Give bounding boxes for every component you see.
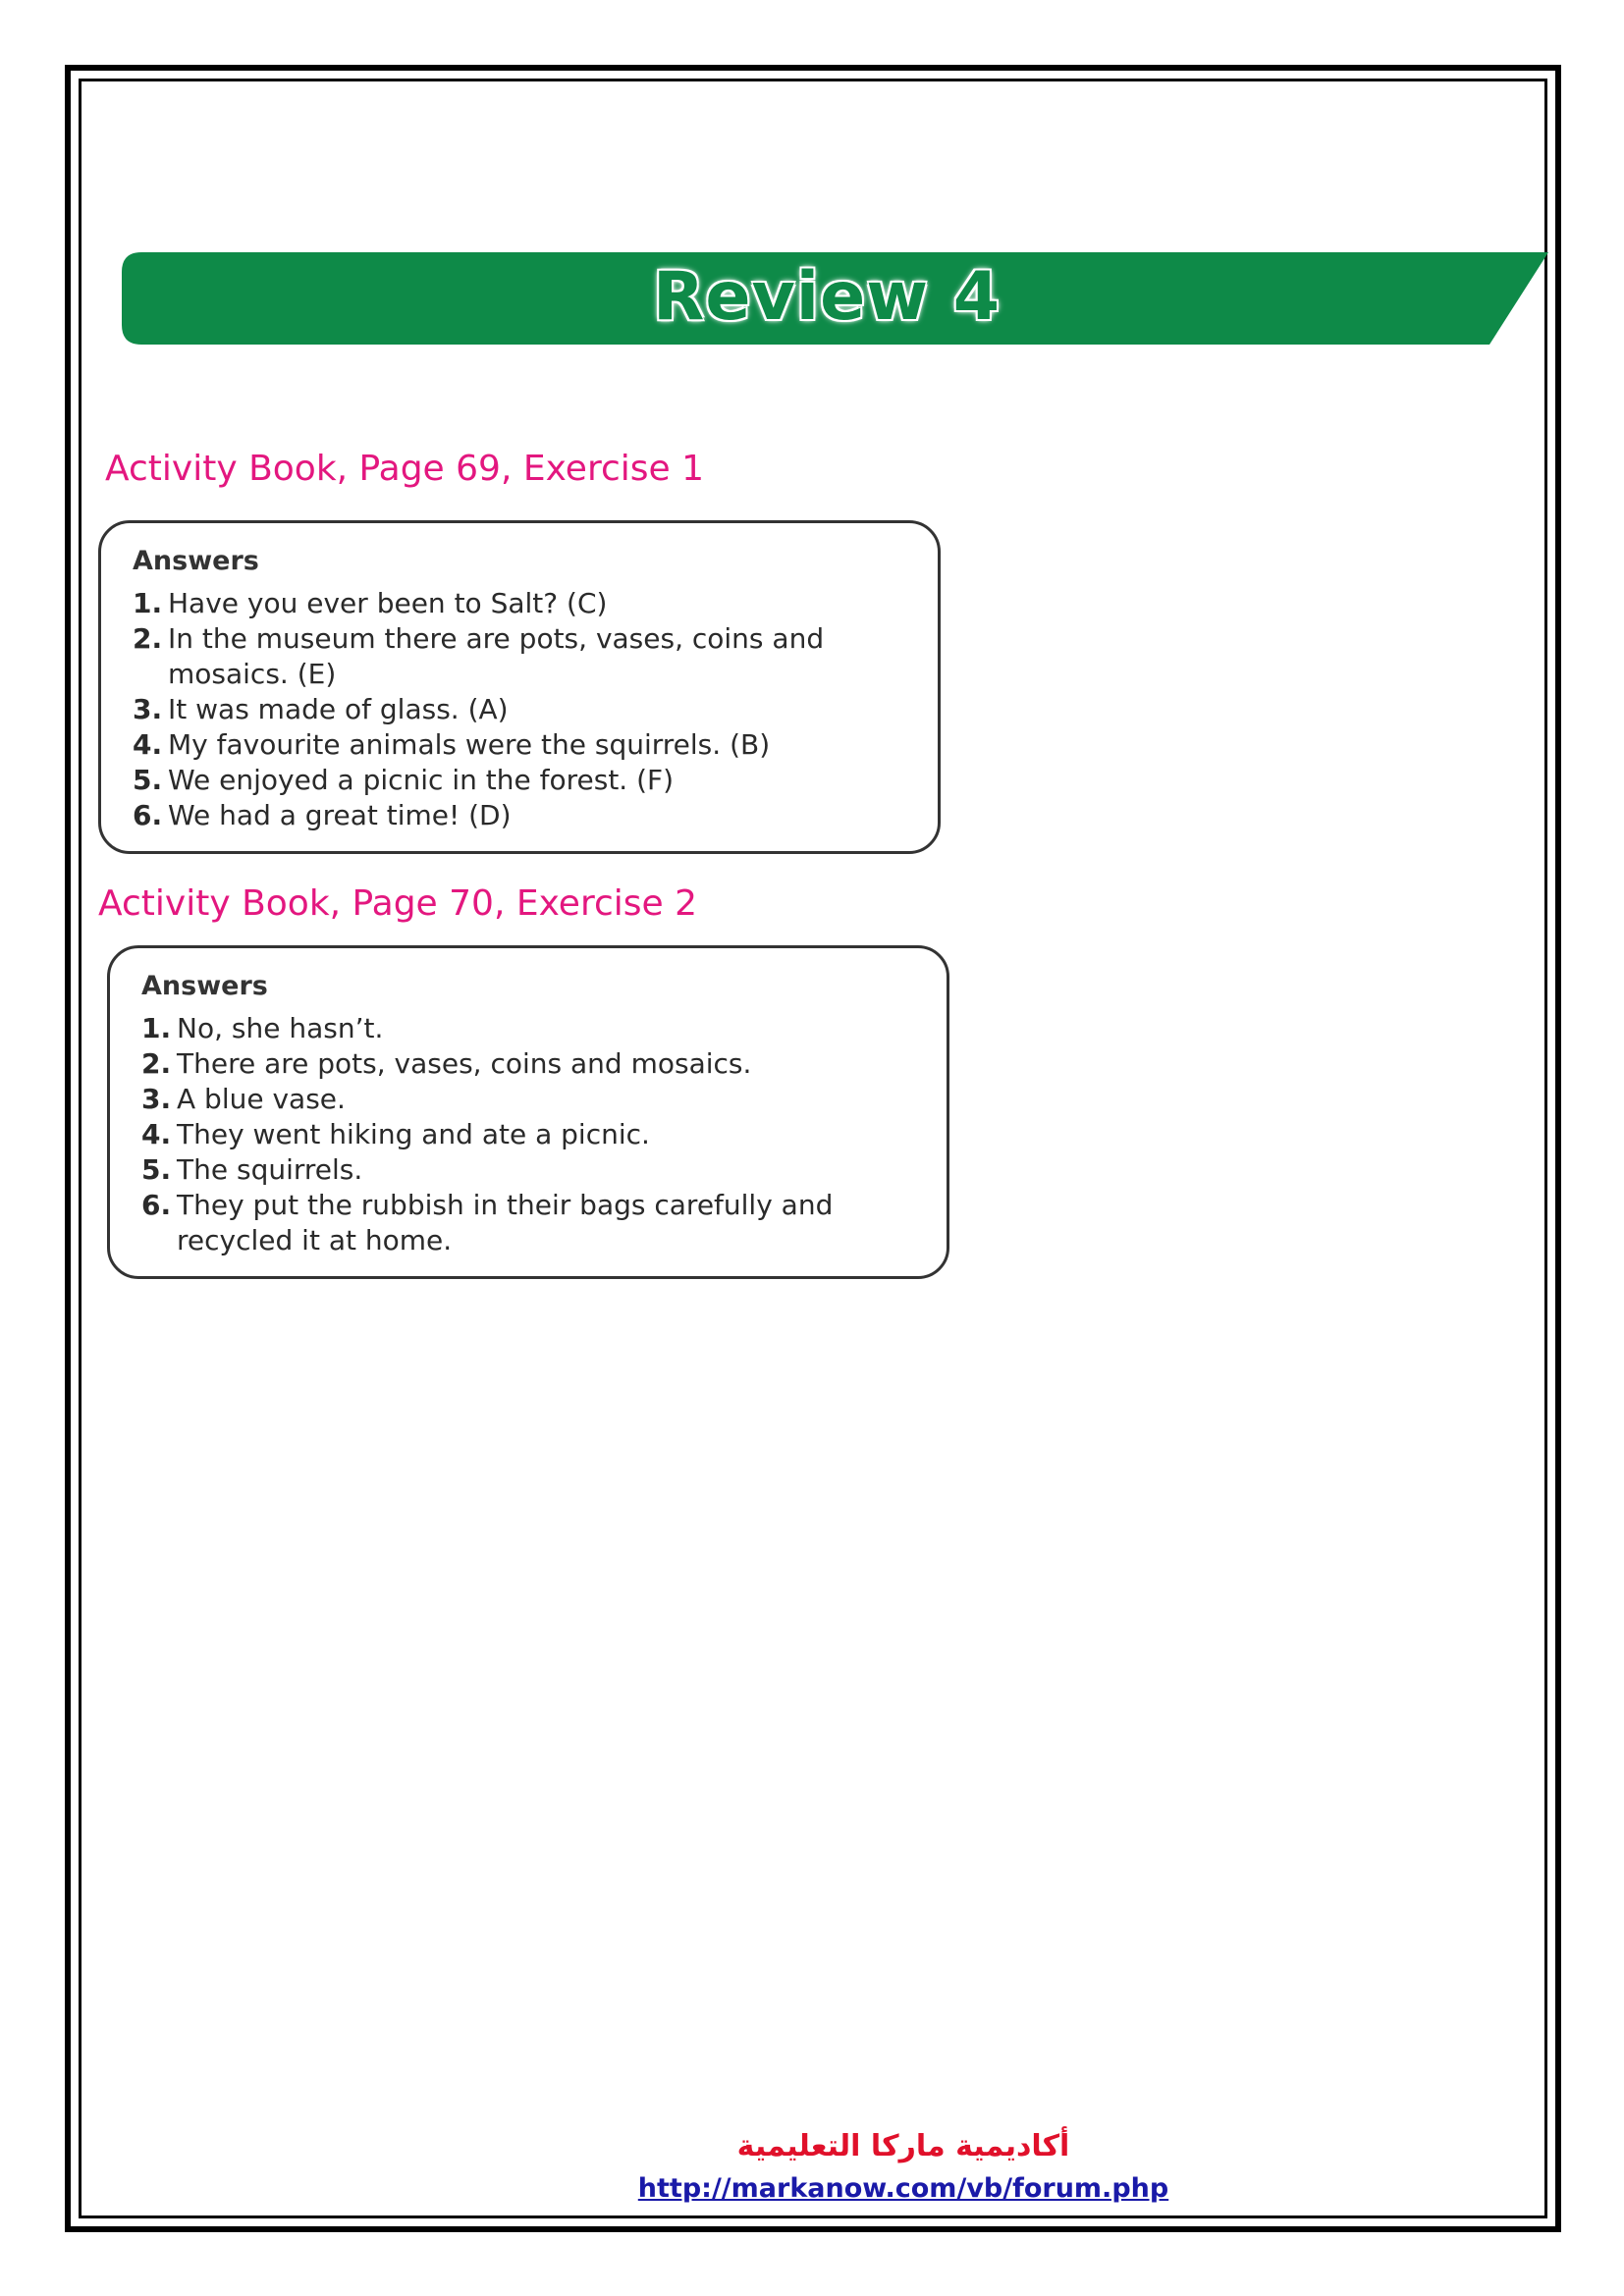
answer-item (133, 763, 908, 798)
answer-text: It was made of glass. (A) (168, 693, 509, 725)
answer-item (133, 621, 908, 692)
answer-text: The squirrels. (177, 1153, 363, 1186)
page-title: Review 4 (652, 258, 1001, 336)
section-heading-2: Activity Book, Page 70, Exercise 2 (98, 883, 697, 924)
answer-number: 4. (141, 1118, 172, 1150)
answers-label: Answers (133, 546, 259, 576)
answer-text: In the museum there are pots, vases, coins and mosaics. (E) (168, 622, 825, 690)
answer-text: My favourite animals were the squirrels. (B) (168, 728, 771, 761)
answer-item (141, 1152, 917, 1188)
answer-number: 6. (133, 799, 163, 831)
answer-item (133, 798, 908, 833)
answer-item (141, 1188, 917, 1258)
answer-text: A blue vase. (177, 1083, 346, 1115)
answer-number: 1. (133, 587, 163, 619)
answer-text: No, she hasn’t. (177, 1012, 384, 1044)
answer-item (141, 1117, 917, 1152)
answer-text: We enjoyed a picnic in the forest. (F) (168, 764, 675, 796)
answer-number: 3. (133, 693, 163, 725)
answer-number: 4. (133, 728, 163, 761)
answers-box-2 (107, 945, 949, 1279)
answers-box-1 (98, 520, 941, 854)
answer-item (133, 727, 908, 763)
forum-link[interactable]: http://markanow.com/vb/forum.php (637, 2173, 1169, 2204)
title-banner (120, 250, 1548, 347)
answer-text: We had a great time! (D) (168, 799, 512, 831)
answer-item (141, 1046, 917, 1082)
answer-item (141, 1011, 917, 1046)
answer-number: 1. (141, 1012, 172, 1044)
answer-text: There are pots, vases, coins and mosaics. (177, 1047, 752, 1080)
answers-label: Answers (141, 971, 268, 1001)
answer-number: 2. (141, 1047, 172, 1080)
answer-number: 6. (141, 1189, 172, 1221)
answer-number: 5. (141, 1153, 172, 1186)
answer-text: They put the rubbish in their bags carefully and recycled it at home. (177, 1189, 834, 1256)
answer-text: They went hiking and ate a picnic. (177, 1118, 650, 1150)
answer-item (141, 1082, 917, 1117)
answer-number: 5. (133, 764, 163, 796)
answer-text: Have you ever been to Salt? (C) (168, 587, 608, 619)
academy-name: أكاديمية ماركا التعليمية (736, 2129, 1070, 2163)
answer-number: 3. (141, 1083, 172, 1115)
answer-number: 2. (133, 622, 163, 655)
answer-item (133, 692, 908, 727)
section-heading-1: Activity Book, Page 69, Exercise 1 (105, 449, 704, 489)
answer-item (133, 586, 908, 621)
